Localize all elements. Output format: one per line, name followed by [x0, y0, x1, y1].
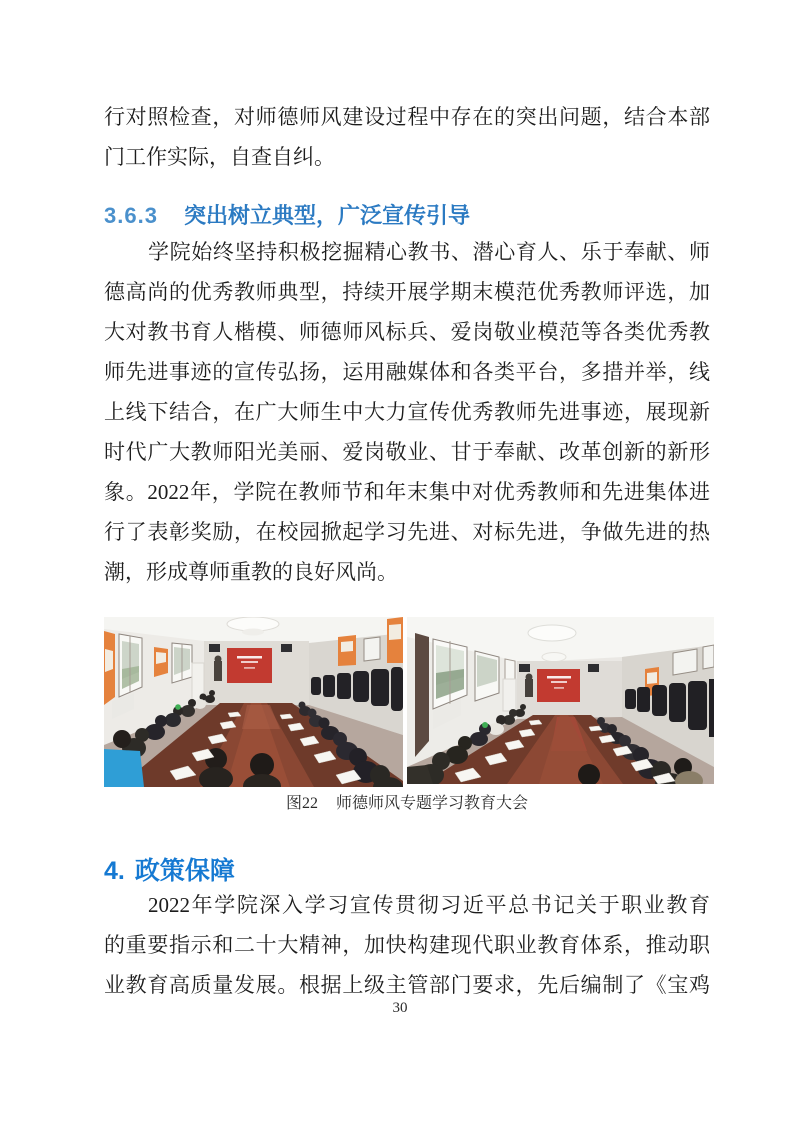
paragraph-line: 大对教书育人楷模、师德师风标兵、爱岗敬业模范等各类优秀教 — [104, 320, 710, 344]
section-heading-4 — [104, 854, 710, 888]
meeting-room-photo-left-art — [104, 617, 403, 787]
paragraph-line: 时代广大教师阳光美丽、爱岗敬业、甘于奉献、改革创新的新形 — [104, 440, 710, 464]
meeting-room-photo-right-art — [407, 617, 714, 784]
figure-caption — [104, 793, 710, 815]
meeting-room-photo-right — [407, 617, 714, 784]
paragraph-line: 学院始终坚持积极挖掘精心教书、潜心育人、乐于奉献、师 — [148, 240, 710, 264]
paragraph-line: 象。2022年，学院在教师节和年末集中对优秀教师和先进集体进 — [104, 480, 710, 504]
heading-title: 突出树立典型，广泛宣传引导 — [183, 203, 470, 228]
body-paragraph-3-6-3 — [104, 232, 710, 592]
figure-caption-label: 图22 — [285, 795, 318, 812]
page-number: 30 — [392, 1000, 408, 1016]
meeting-room-photo-left — [104, 617, 403, 787]
paragraph-line: 行对照检查，对师德师风建设过程中存在的突出问题，结合本部 — [104, 105, 710, 129]
paragraph-line: 行了表彰奖励，在校园掀起学习先进、对标先进，争做先进的热 — [104, 520, 710, 544]
intro-paragraph — [104, 97, 710, 177]
paragraph-line: 师先进事迹的宣传弘扬，运用融媒体和各类平台，多措并举，线 — [104, 360, 710, 384]
section-heading-3-6-3 — [104, 199, 710, 233]
paragraph-line: 潮，形成尊师重教的良好风尚。 — [104, 560, 398, 584]
heading-number: 3.6.3 — [104, 203, 158, 228]
heading-title: 政策保障 — [134, 857, 235, 885]
paragraph-line: 上线下结合，在广大师生中大力宣传优秀教师先进事迹，展现新 — [104, 400, 710, 424]
figure-photos — [104, 617, 710, 788]
figure-caption-text: 师德师风专题学习教育大会 — [336, 795, 529, 812]
paragraph-line: 业教育高质量发展。根据上级主管部门要求，先后编制了《宝鸡 — [104, 973, 710, 997]
paragraph-line: 德高尚的优秀教师典型，持续开展学期末模范优秀教师评选，加 — [104, 280, 710, 304]
body-paragraph-4 — [104, 885, 710, 1005]
heading-number: 4. — [104, 857, 125, 885]
paragraph-line: 门工作实际，自查自纠。 — [104, 145, 335, 169]
paragraph-line: 2022年学院深入学习宣传贯彻习近平总书记关于职业教育 — [148, 893, 710, 917]
paragraph-line: 的重要指示和二十大精神，加快构建现代职业教育体系，推动职 — [104, 933, 710, 957]
